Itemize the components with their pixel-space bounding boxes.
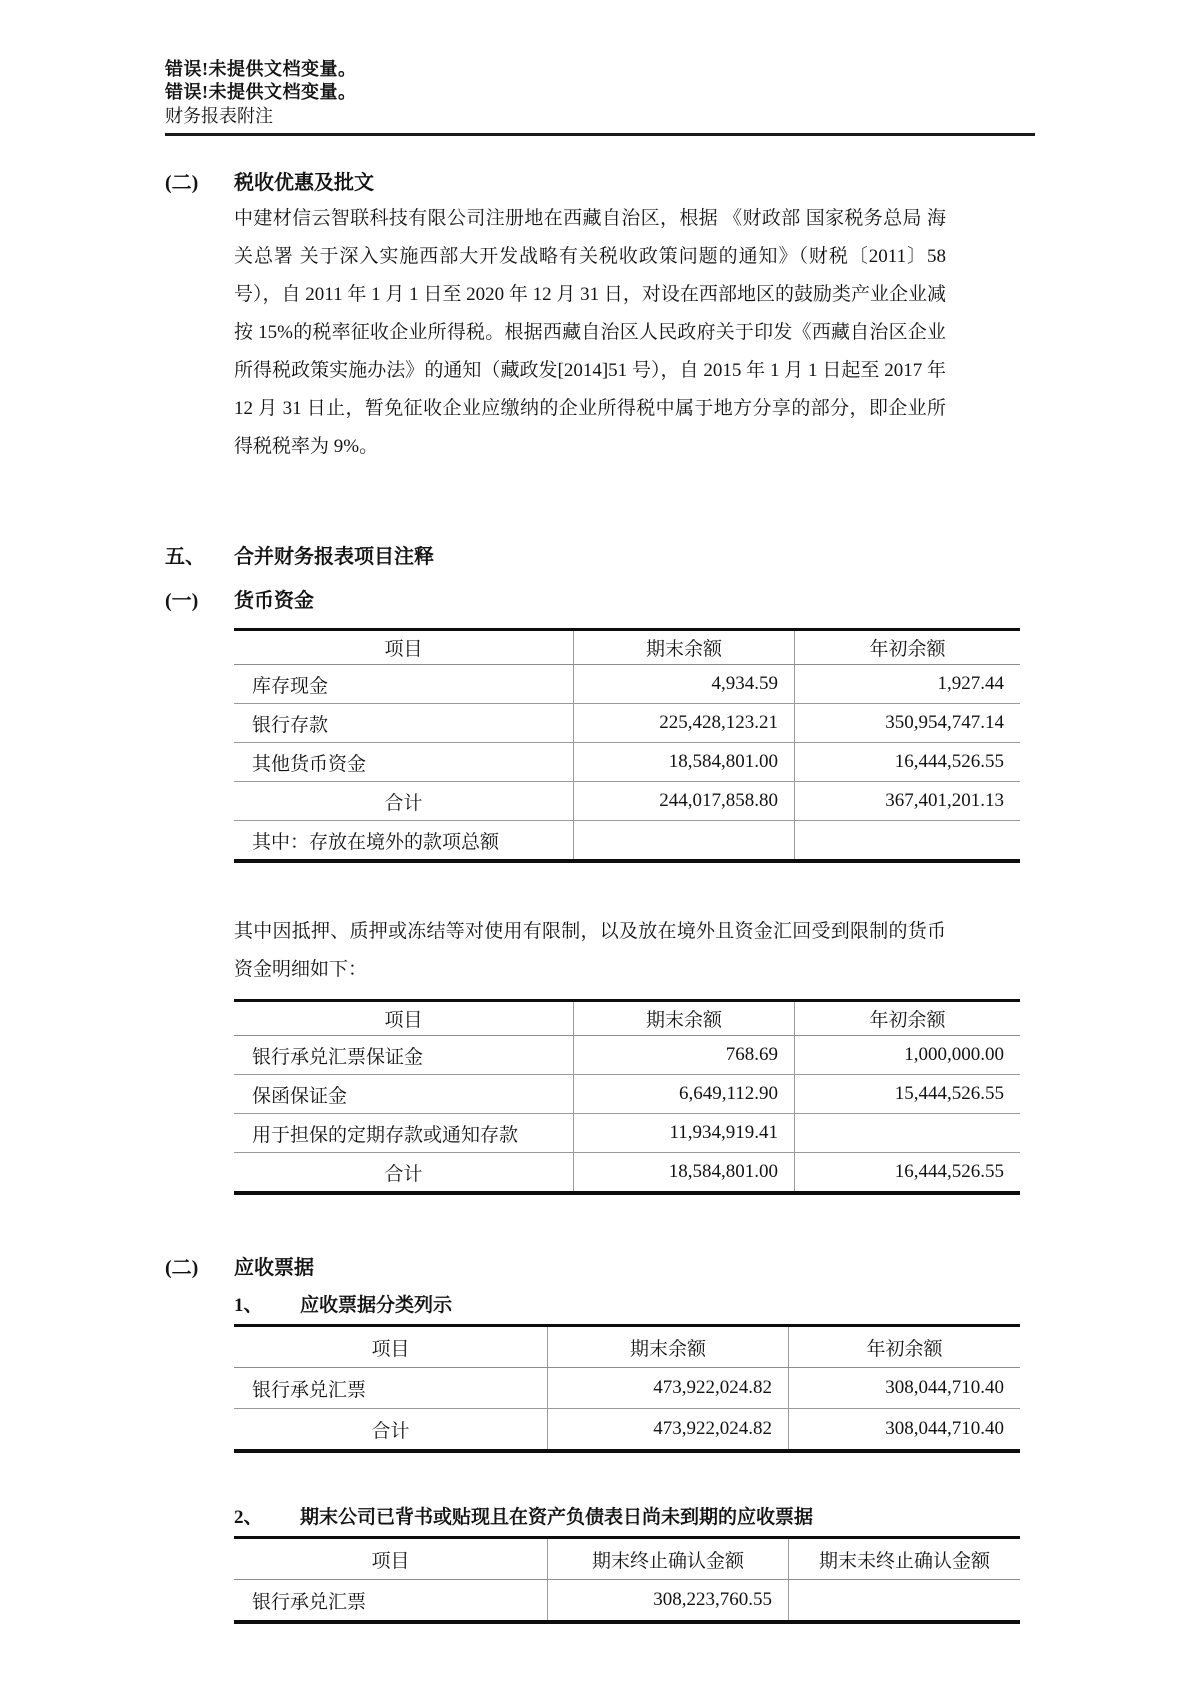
column-header: 期末余额 [548,1326,789,1368]
header-error-line-1: 错误!未提供文档变量。 [165,59,357,79]
table-row [234,1580,1020,1623]
tax-policy-paragraph: 中建材信云智联科技有限公司注册地在西藏自治区，根据 《财政部 国家税务总局 海关总署 关于深入实施西部大开发战略有关税收政策问题的通知》（财税〔2011〕58 号），自 2011 年 1 月 1 日至 2020 年 12 月 31 日，对设在西部地区的鼓励类产业企业减按 15%的税率征收企业所得税。根据西藏自治区人民政府关于印发《西藏自治区企业所得税政策实施办法》的通知（藏政发[2014]51 号），自 2015 年 1 月 1 日起至 2017 年 12 月 31 日止，暂免征收企业应缴纳的企业所得税中属于地方分享的部分，即企业所得税税率为 9%。 [234,208,946,457]
subsection-heading-bills-classification [234,1293,1035,1318]
table-header-row [234,630,1020,665]
amount-cell: 308,223,760.55 [548,1580,789,1623]
amount-cell: 473,922,024.82 [548,1368,789,1409]
section-heading-notes [165,544,1035,570]
subsection-heading-bills-endorsed [234,1505,1035,1530]
amount-cell: 11,934,919.41 [574,1114,795,1153]
amount-cell [574,821,795,862]
section-title: 合并财务报表项目注释 [234,546,434,568]
table-header-row [234,1326,1020,1368]
amount-cell: 6,649,112.90 [574,1075,795,1114]
column-header: 项目 [234,1538,548,1580]
column-header: 期末终止确认金额 [548,1538,789,1580]
item-label: 库存现金 [234,665,574,704]
section-title: 应收票据 [234,1257,314,1279]
item-label: 合计 [234,782,574,821]
amount-cell: 768.69 [574,1036,795,1075]
column-header: 年初余额 [795,1001,1021,1036]
column-header: 项目 [234,630,574,665]
table-row [234,1368,1020,1409]
amount-cell: 225,428,123.21 [574,704,795,743]
amount-cell: 350,954,747.14 [795,704,1021,743]
amount-cell: 18,584,801.00 [574,743,795,782]
amount-cell: 16,444,526.55 [795,1153,1021,1194]
section-number: (二) [165,1257,199,1279]
item-label: 其中：存放在境外的款项总额 [252,831,500,853]
column-header: 期末余额 [574,1001,795,1036]
restricted-cash-table [234,999,1020,1195]
section-heading-cash [165,588,1035,614]
column-header: 项目 [234,1001,574,1036]
table-row [234,1153,1020,1194]
amount-cell: 367,401,201.13 [795,782,1021,821]
header-doc-title: 财务报表附注 [165,106,273,126]
amount-cell: 244,017,858.80 [574,782,795,821]
item-label: 合计 [384,1163,423,1185]
amount-cell [795,821,1021,862]
page-header [165,58,1035,136]
section-number: (二) [165,172,199,194]
column-header: 项目 [234,1326,548,1368]
section-title: 税收优惠及批文 [234,172,374,194]
amount-cell: 1,000,000.00 [795,1036,1021,1075]
subsection-number: 1、 [234,1295,263,1316]
table-row [234,1075,1020,1114]
amount-cell: 308,044,710.40 [789,1409,1021,1452]
table-header-row [234,1001,1020,1036]
section-number: (一) [165,590,199,612]
amount-cell: 18,584,801.00 [574,1153,795,1194]
amount-cell: 473,922,024.82 [548,1409,789,1452]
amount-cell: 308,044,710.40 [789,1368,1021,1409]
amount-cell: 16,444,526.55 [795,743,1021,782]
column-header: 期末余额 [574,630,795,665]
table-row [234,704,1020,743]
item-label: 其他货币资金 [234,743,574,782]
header-divider [165,133,1035,136]
table-header-row [234,1538,1020,1580]
subsection-number: 2、 [234,1507,263,1528]
table-row [234,1036,1020,1075]
column-header: 年初余额 [789,1326,1021,1368]
item-label: 保函保证金 [234,1075,574,1114]
section-title: 货币资金 [234,590,314,612]
section-heading-bills [165,1255,1035,1281]
amount-cell: 15,444,526.55 [795,1075,1021,1114]
table-row [234,1409,1020,1452]
item-label: 银行存款 [234,704,574,743]
item-label: 合计 [371,1420,410,1442]
amount-cell [795,1114,1021,1153]
bills-endorsed-table [234,1536,1020,1624]
section-heading-tax [165,170,1035,196]
item-label: 银行承兑汇票 [252,1591,367,1613]
header-error-line-2: 错误!未提供文档变量。 [165,82,357,102]
amount-cell: 1,927.44 [795,665,1021,704]
bills-classification-table [234,1324,1020,1453]
item-label: 用于担保的定期存款或通知存款 [234,1114,574,1153]
table-row [234,743,1020,782]
table-row [234,665,1020,704]
table-row [234,821,1020,862]
column-header: 年初余额 [795,630,1021,665]
section-number: 五、 [165,546,205,568]
amount-cell: 4,934.59 [574,665,795,704]
restricted-cash-intro-paragraph: 其中因抵押、质押或冻结等对使用有限制，以及放在境外且资金汇回受到限制的货币资金明细如下： [234,921,946,980]
table-row [234,1114,1020,1153]
monetary-funds-table [234,628,1020,863]
subsection-title: 应收票据分类列示 [300,1295,453,1316]
item-label: 银行承兑汇票保证金 [234,1036,574,1075]
item-label: 银行承兑汇票 [234,1368,548,1409]
table-row [234,782,1020,821]
amount-cell [789,1580,1021,1623]
column-header: 期末未终止确认金额 [789,1538,1021,1580]
subsection-title: 期末公司已背书或贴现且在资产负债表日尚未到期的应收票据 [300,1507,814,1528]
